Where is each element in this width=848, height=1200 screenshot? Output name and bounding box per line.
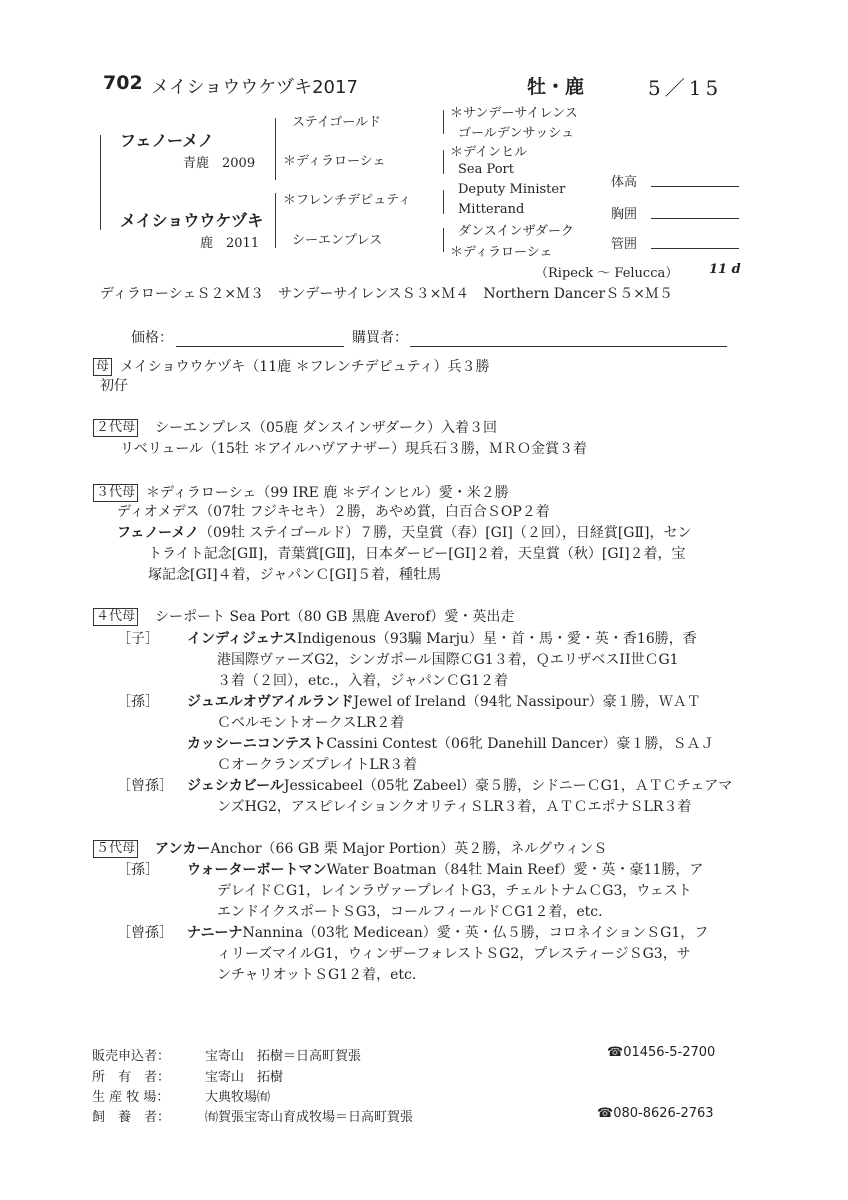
fifth-dam-name: アンカー (155, 841, 211, 857)
pedigree-note: （Ripeck ～ Felucca） (535, 266, 679, 281)
owner-value: 宝寄山 拓樹 (205, 1070, 284, 1085)
cannon-label: 管囲 (611, 237, 638, 252)
keeper-label: 飼 養 者： (92, 1110, 171, 1125)
sire-sire: ステイゴールド (292, 115, 382, 130)
third-dam-line5: 塚記念[GⅠ]４着，ジャパンＣ[GⅠ]５着，種牡馬 (148, 567, 441, 583)
sds-name: ＊デインヒル (450, 145, 528, 160)
ddd-name: ＊ディラローシェ (450, 245, 553, 260)
third-dam-line2 (117, 503, 550, 521)
second-dam-line2 (120, 440, 587, 458)
price-label: 価格： (131, 330, 173, 346)
seller-label: 販売申込者： (92, 1049, 171, 1064)
fourth-dam-line1: シーポート Sea Port（80 GB 黒鹿 Averof）愛・英出走 (155, 609, 515, 625)
third-dam-line3 (117, 524, 691, 542)
fourth-dam-child-line1 (187, 630, 697, 648)
height-line (651, 186, 739, 187)
sex-color: 牡・鹿 (527, 76, 585, 98)
lot-number: 702 (103, 72, 143, 94)
fifth-dam-line1 (155, 840, 607, 858)
keeper-value: ㈲賀張宝寄山育成牧場＝日高町賀張 (205, 1110, 414, 1125)
fifth-dam-g-record: Water Boatman（84牡 Main Reef）愛・英・豪11勝，ア (326, 862, 704, 878)
height-label: 体高 (611, 175, 638, 190)
fifth-dam-gg-tag: ［曾孫］ (117, 925, 173, 941)
chest-line (651, 218, 739, 219)
fourth-dam-g2-line1 (187, 735, 714, 753)
third-dam-foal2-name: フェノーメノ (117, 525, 200, 541)
second-dam-tag: ２代母 (93, 419, 138, 437)
breeder-value: 大典牧場㈲ (205, 1090, 271, 1105)
fourth-dam-g2-record: Cassini Contest（06牝 Danehill Dancer）豪１勝，ＳＡＪ (326, 736, 715, 752)
fourth-dam-g2-name: カッシーニコンテスト (187, 736, 327, 752)
fourth-dam-g1-record: Jewel of Ireland（94牝 Nassipour）豪１勝，ＷＡＴ (353, 694, 701, 710)
seller-value: 宝寄山 拓樹＝日高町賀張 (205, 1049, 362, 1064)
fifth-dam-gg-line3: ンチャリオットＳG1２着，etc. (217, 967, 417, 983)
pedigree-bracket-sd (443, 150, 444, 174)
dam-line2: 初仔 (100, 378, 128, 394)
pedigree-bracket-ds (443, 190, 444, 214)
fifth-dam-gg-name: ナニーナ (187, 925, 243, 941)
fourth-dam-g1-name: ジュエルオヴアイルランド (187, 694, 354, 710)
third-dam-foal1-record: （07牡 フジキセキ）２勝，あやめ賞，白百合ＳOP２着 (199, 504, 550, 520)
dam-tag: 母 (93, 358, 112, 376)
keeper-phone: ☎080-8626-2763 (597, 1106, 714, 1121)
buyer-label: 購買者： (352, 330, 408, 346)
fifth-dam-gg-line2: ィリーズマイルG1，ウィンザーフォレストＳG2，プレスティージＳG3，サ (217, 946, 691, 962)
second-dam-line1: シーエンプレス（05鹿 ダンスインザダーク）入着３回 (155, 420, 498, 436)
dam-line1: メイショウウケヅキ（11鹿 ＊フレンチデピュティ）兵３勝 (120, 359, 490, 375)
owner-label: 所 有 者： (92, 1070, 171, 1085)
third-dam-line1: ＊ディラローシェ（99 IRE 鹿 ＊デインヒル）愛・米２勝 (146, 485, 509, 501)
dam-name: メイショウウケヅキ (120, 211, 264, 230)
price-line (176, 346, 344, 347)
fourth-dam-child-record: Indigenous（93騸 Marju）星・首・馬・愛・英・香16勝，香 (297, 631, 697, 647)
pedigree-bracket-sire (275, 118, 276, 180)
cannon-line (651, 248, 739, 249)
dsd-name: Mitterand (458, 202, 525, 217)
third-dam-foal2-record: （09牡 ステイゴールド）７勝，天皇賞（春）[GⅠ]（２回），日経賞[GⅡ]，セン (199, 525, 692, 541)
dss-name: Deputy Minister (458, 182, 566, 197)
inbreeding-line: ディラローシェＳ２×Ｍ３ サンデーサイレンスＳ３×Ｍ４ Northern DancerＳ５×Ｍ５ (100, 286, 673, 302)
pedigree-bracket-ss (443, 110, 444, 134)
fifth-dam-tag: ５代母 (93, 840, 138, 858)
third-dam-tag: ３代母 (93, 484, 138, 502)
chest-label: 胸囲 (611, 207, 638, 222)
fourth-dam-g1-line1 (187, 693, 701, 711)
fifth-dam-grand-tag: ［孫］ (117, 862, 159, 878)
fourth-dam-tag: ４代母 (93, 608, 138, 626)
fifth-dam-gg-line1 (187, 924, 708, 942)
fourth-dam-g2-line2: ＣオークランズプレイトLR３着 (217, 757, 418, 773)
fourth-dam-gg-tag: ［曾孫］ (117, 778, 173, 794)
sdd-name: Sea Port (458, 162, 514, 177)
second-dam-foal-record: （15牡 ＊アイルハヴアナザー）現兵石３勝，ＭＲＯ金賞３着 (203, 441, 588, 457)
fourth-dam-child-line3: ３着（２回），etc.，入着，ジャパンＣG1２着 (217, 673, 509, 689)
horse-name: メイショウウケヅキ2017 (151, 77, 358, 98)
fifth-dam-g-line3: エンドイクスポートＳG3，コールフィールドＣG1２着，etc. (217, 904, 603, 920)
sire-name: フェノーメノ (120, 131, 214, 150)
sale-date: 5／15 (648, 76, 723, 100)
fourth-dam-grand-tag: ［孫］ (117, 694, 159, 710)
fourth-dam-child-name: インディジェナス (187, 631, 298, 647)
breeder-label: 生 産 牧 場： (92, 1090, 170, 1105)
family-number: 11 d (709, 262, 741, 277)
dam-dam: シーエンプレス (292, 233, 383, 248)
fourth-dam-child-line2: 港国際ヴァーズG2，シンガポール国際ＣG1３着，ＱエリザベスII世ＣG1 (217, 652, 679, 668)
sss-name: ＊サンデーサイレンス (450, 106, 578, 121)
fourth-dam-gg-line2: ンズHG2，アスピレイションクオリティＳLR３着，ＡＴＣエポナＳLR３着 (217, 799, 692, 815)
buyer-line (410, 346, 727, 347)
dam-color-year: 鹿 2011 (200, 236, 260, 251)
pedigree-bracket-dam (275, 193, 276, 248)
ssd-name: ゴールデンサッシュ (458, 126, 574, 141)
fourth-dam-g1-line2: ＣベルモントオークスLR２着 (217, 715, 405, 731)
dam-sire: ＊フレンチデピュティ (283, 193, 412, 208)
dds-name: ダンスインザダーク (458, 224, 574, 239)
fifth-dam-g-line1 (187, 861, 703, 879)
fourth-dam-child-tag: ［子］ (117, 631, 159, 647)
sire-color-year: 青鹿 2009 (183, 156, 256, 171)
pedigree-bracket-dd (443, 228, 444, 252)
third-dam-line4: トライト記念[GⅡ]，青葉賞[GⅡ]，日本ダービー[GⅠ]２着，天皇賞（秋）[GⅠ]２着，宝 (148, 546, 686, 562)
sire-dam: ＊ディラローシェ (283, 154, 386, 169)
fourth-dam-gg-line1 (187, 777, 732, 795)
second-dam-foal-name: リベリュール (120, 441, 204, 457)
fifth-dam-g-name: ウォーターボートマン (187, 862, 327, 878)
fifth-dam-gg-record: Nannina（03牝 Medicean）愛・英・仏５勝，コロネイションＳG1，フ (242, 925, 709, 941)
seller-phone: ☎01456-5-2700 (607, 1045, 716, 1060)
fifth-dam-g-line2: デレイドＣG1，レインラヴァープレイトG3，チェルトナムＣG3，ウェスト (217, 883, 692, 899)
fifth-dam-record: Anchor（66 GB 栗 Major Portion）英２勝，ネルグウィンＳ (210, 841, 608, 857)
third-dam-foal1-name: ディオメデス (117, 504, 200, 520)
fourth-dam-gg-name: ジェシカビール (187, 778, 284, 794)
pedigree-bracket-outer (100, 135, 101, 230)
fourth-dam-gg-record: Jessicabeel（05牝 Zabeel）豪５勝，シドニーＣG1，ＡＴＣチェアマ (283, 778, 733, 794)
